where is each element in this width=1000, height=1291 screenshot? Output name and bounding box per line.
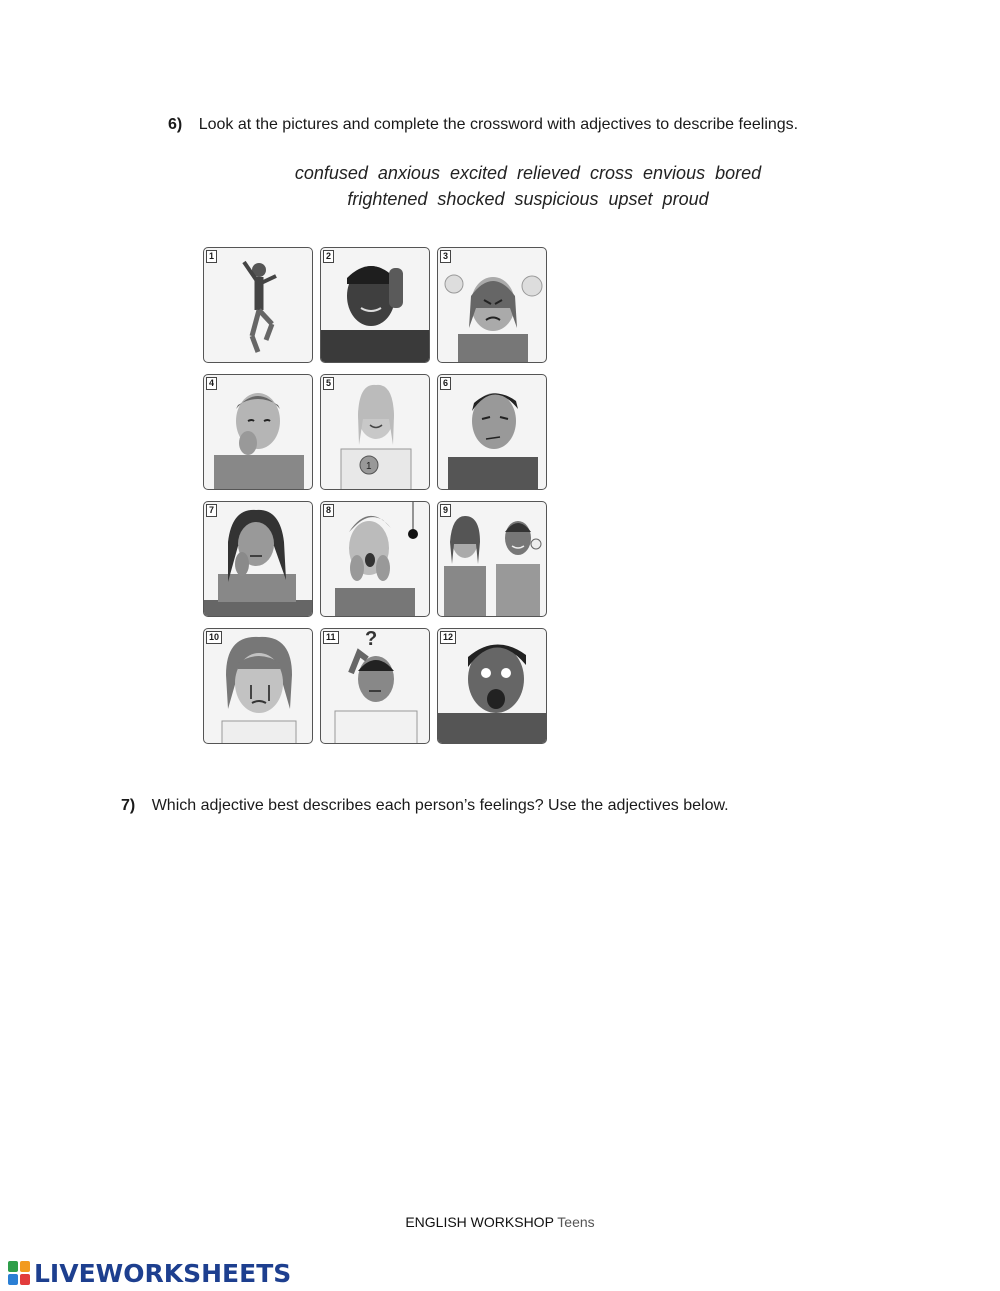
picture-number: 10 <box>206 631 222 644</box>
liveworksheets-logo[interactable] <box>8 1258 291 1288</box>
picture-grid <box>203 247 550 744</box>
brand-name: LIVEWORKSHEETS <box>34 1258 292 1288</box>
word-bank-line-1: confused anxious excited relieved cross envious bored <box>294 163 762 183</box>
picture-4 <box>203 374 313 490</box>
frightened-man-icon <box>321 502 430 617</box>
picture-number: 11 <box>323 631 339 644</box>
picture-number: 3 <box>440 250 451 263</box>
question-6-text: Look at the pictures and complete the crossword with adjectives to describe feelings. <box>198 116 799 133</box>
picture-5 <box>320 374 430 490</box>
question-6-number: 6) <box>168 116 183 133</box>
shocked-man-icon <box>438 629 547 744</box>
picture-12 <box>437 628 547 744</box>
picture-number: 2 <box>323 250 334 263</box>
picture-8 <box>320 501 430 617</box>
upset-woman-icon <box>204 629 313 744</box>
jumping-person-icon <box>204 248 313 363</box>
picture-number: 5 <box>323 377 334 390</box>
picture-11 <box>320 628 430 744</box>
picture-1 <box>203 247 313 363</box>
picture-number: 8 <box>323 504 334 517</box>
liveworksheets-blocks-icon <box>8 1261 30 1285</box>
picture-3 <box>437 247 547 363</box>
picture-9 <box>437 501 547 617</box>
question-7-number: 7) <box>121 797 136 814</box>
picture-7 <box>203 501 313 617</box>
picture-number: 1 <box>206 250 217 263</box>
question-7-text: Which adjective best describes each person’s feelings? Use the adjectives below. <box>151 797 729 814</box>
anxious-man-icon <box>204 375 313 490</box>
suspicious-man-icon <box>438 375 547 490</box>
page-footer <box>0 1214 1000 1230</box>
word-bank-line-2: frightened shocked suspicious upset proud <box>347 189 709 209</box>
envious-woman-icon <box>438 502 547 617</box>
svg-text:?: ? <box>365 629 378 650</box>
relieved-man-icon <box>321 248 430 363</box>
picture-number: 12 <box>440 631 456 644</box>
proud-woman-icon <box>321 375 430 490</box>
bored-woman-icon <box>204 502 313 617</box>
svg-text:1: 1 <box>366 461 372 472</box>
question-7 <box>121 797 729 815</box>
picture-number: 4 <box>206 377 217 390</box>
question-6 <box>168 116 798 134</box>
picture-number: 6 <box>440 377 451 390</box>
picture-10 <box>203 628 313 744</box>
picture-number: 9 <box>440 504 451 517</box>
footer-subtitle: Teens <box>557 1214 595 1230</box>
confused-man-icon <box>321 629 430 744</box>
picture-6 <box>437 374 547 490</box>
picture-2 <box>320 247 430 363</box>
picture-number: 7 <box>206 504 217 517</box>
footer-title: ENGLISH WORKSHOP <box>405 1214 554 1230</box>
cross-woman-icon <box>438 248 547 363</box>
